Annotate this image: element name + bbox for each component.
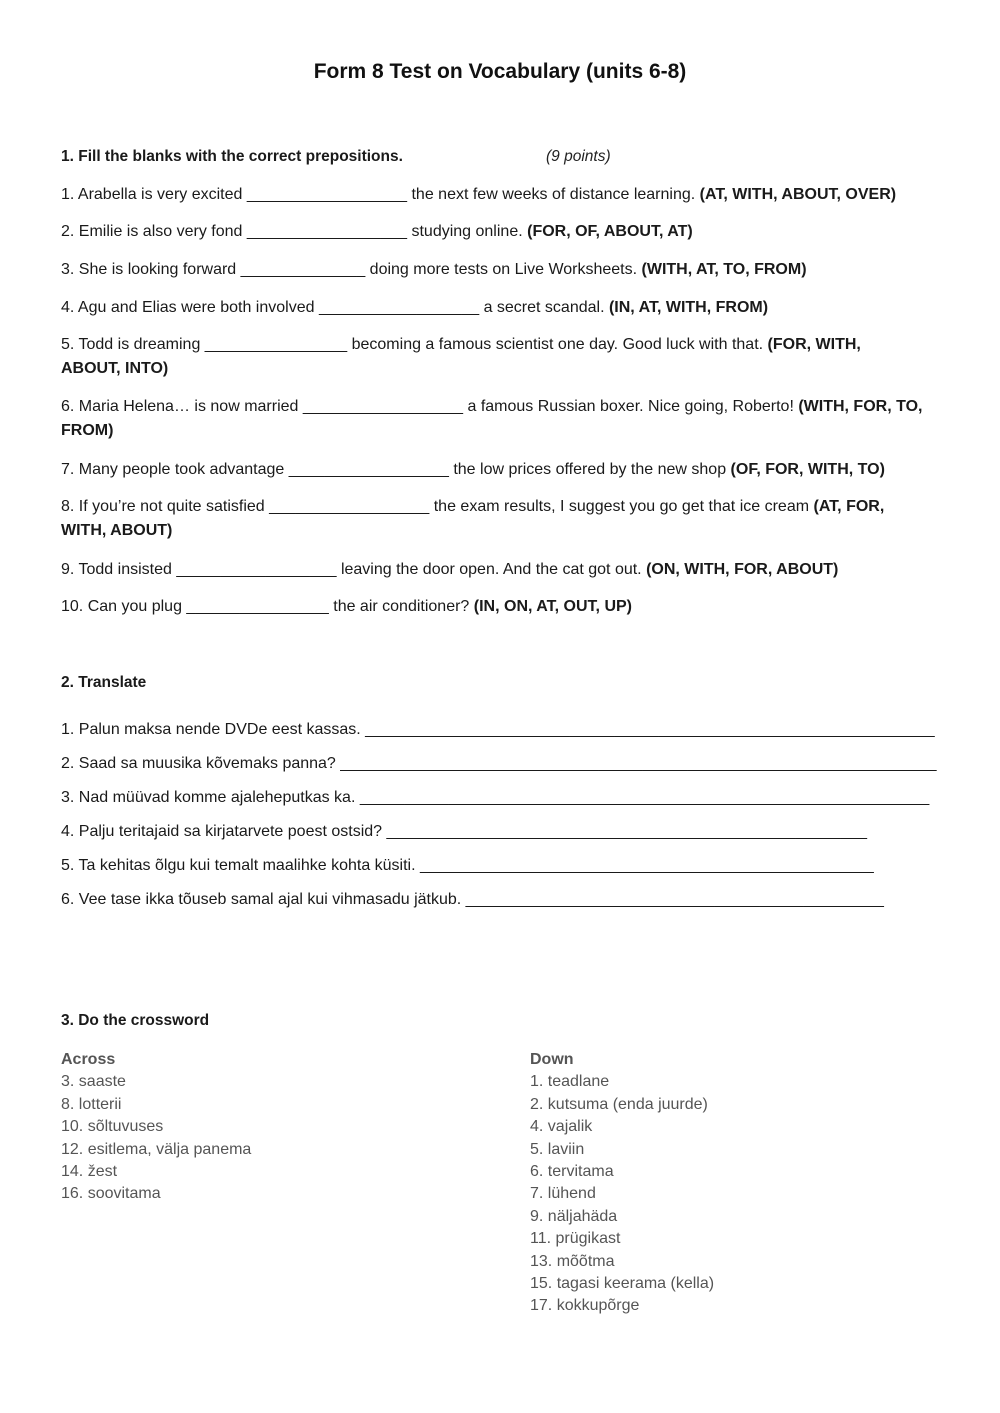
item-options: (FOR, OF, ABOUT, AT) [527, 223, 693, 240]
clue-item: 11. prügikast [530, 1230, 621, 1248]
item-text: 5. Todd is dreaming ________________ becoming a famous scientist one day. Good luck with that. [61, 336, 768, 353]
across-heading: Across [61, 1051, 116, 1068]
clue-item: 3. saaste [61, 1073, 126, 1091]
clue-item: 9. näljahäda [530, 1207, 618, 1225]
clue-item: 10. sõltuvuses [61, 1118, 164, 1136]
item-text: 3. She is looking forward ______________ doing more tests on Live Worksheets. [61, 261, 642, 278]
item-text: 8. If you’re not quite satisfied __________________ the exam results, I suggest you go get that ice cream [61, 498, 814, 515]
clue-item: 8. lotterii [61, 1095, 122, 1113]
clue-item: 2. kutsuma (enda juurde) [530, 1095, 708, 1113]
exercise-item-3 [61, 258, 941, 282]
translate-item-6: 6. Vee tase ikka tõuseb samal ajal kui vihmasadu jätkub. _______________________________________________ [61, 891, 884, 908]
across-column [61, 1049, 251, 1206]
clue-item: 14. žest [61, 1163, 118, 1181]
clue-item: 15. tagasi keerama (kella) [530, 1275, 715, 1293]
section2-heading: 2. Translate [61, 674, 147, 691]
item-options: (AT, FOR, WITH, ABOUT) [61, 498, 889, 539]
exercise-item-5 [61, 333, 916, 381]
page-title: Form 8 Test on Vocabulary (units 6-8) [313, 60, 687, 83]
section1-points: (9 points) [546, 148, 611, 165]
section3-heading: 3. Do the crossword [61, 1012, 210, 1029]
clue-item: 16. soovitama [61, 1185, 161, 1203]
exercise-item-10 [61, 595, 941, 619]
exercise-item-1 [61, 183, 941, 207]
item-text: 1. Arabella is very excited __________________ the next few weeks of distance learning. [61, 186, 700, 203]
item-text: 10. Can you plug ________________ the air conditioner? [61, 598, 474, 615]
clue-item: 5. laviin [530, 1140, 585, 1158]
item-text: 4. Agu and Elias were both involved __________________ a secret scandal. [61, 299, 609, 316]
clue-item: 13. mõõtma [530, 1252, 615, 1270]
down-column [530, 1049, 714, 1318]
item-text: 9. Todd insisted __________________ leaving the door open. And the cat got out. [61, 561, 647, 578]
item-options: (AT, WITH, ABOUT, OVER) [699, 186, 897, 203]
item-options: (OF, FOR, WITH, TO) [730, 461, 885, 478]
translate-item-3: 3. Nad müüvad komme ajaleheputkas ka. ________________________________________________________________ [61, 789, 930, 806]
exercise-item-6 [61, 395, 931, 443]
exercise-item-4 [61, 296, 941, 320]
down-heading: Down [530, 1051, 574, 1068]
item-text: 2. Emilie is also very fond __________________ studying online. [61, 223, 528, 240]
clue-item: 12. esitlema, välja panema [61, 1140, 252, 1158]
clue-item: 1. teadlane [530, 1073, 610, 1091]
item-options: (FOR, WITH, ABOUT, INTO) [61, 336, 865, 377]
exercise-item-2 [61, 220, 941, 244]
item-text: 7. Many people took advantage __________________ the low prices offered by the new shop [61, 461, 731, 478]
clue-item: 6. tervitama [530, 1163, 614, 1181]
translate-item-5: 5. Ta kehitas õlgu kui temalt maalihke kohta küsiti. ___________________________________________________ [61, 857, 874, 874]
exercise-item-8 [61, 495, 931, 543]
clue-item: 4. vajalik [530, 1118, 593, 1136]
translate-item-4: 4. Palju teritajaid sa kirjatarvete poest ostsid? ______________________________________________________ [61, 823, 868, 840]
translate-item-1: 1. Palun maksa nende DVDe eest kassas. ________________________________________________________________ [61, 721, 935, 738]
item-options: (WITH, FOR, TO, FROM) [61, 398, 927, 439]
clue-item: 7. lühend [530, 1185, 596, 1203]
clue-item: 17. kokkupõrge [530, 1297, 640, 1315]
section1-heading: 1. Fill the blanks with the correct prepositions. [61, 148, 403, 165]
item-options: (IN, ON, AT, OUT, UP) [473, 598, 632, 615]
exercise-item-7 [61, 458, 941, 482]
item-options: (ON, WITH, FOR, ABOUT) [646, 561, 839, 578]
item-text: 6. Maria Helena… is now married __________________ a famous Russian boxer. Nice going, Roberto! [61, 398, 799, 415]
exercise-item-9 [61, 558, 941, 582]
translate-item-2: 2. Saad sa muusika kõvemaks panna? ___________________________________________________________________ [61, 755, 937, 772]
item-options: (IN, AT, WITH, FROM) [608, 299, 769, 316]
item-options: (WITH, AT, TO, FROM) [641, 261, 807, 278]
